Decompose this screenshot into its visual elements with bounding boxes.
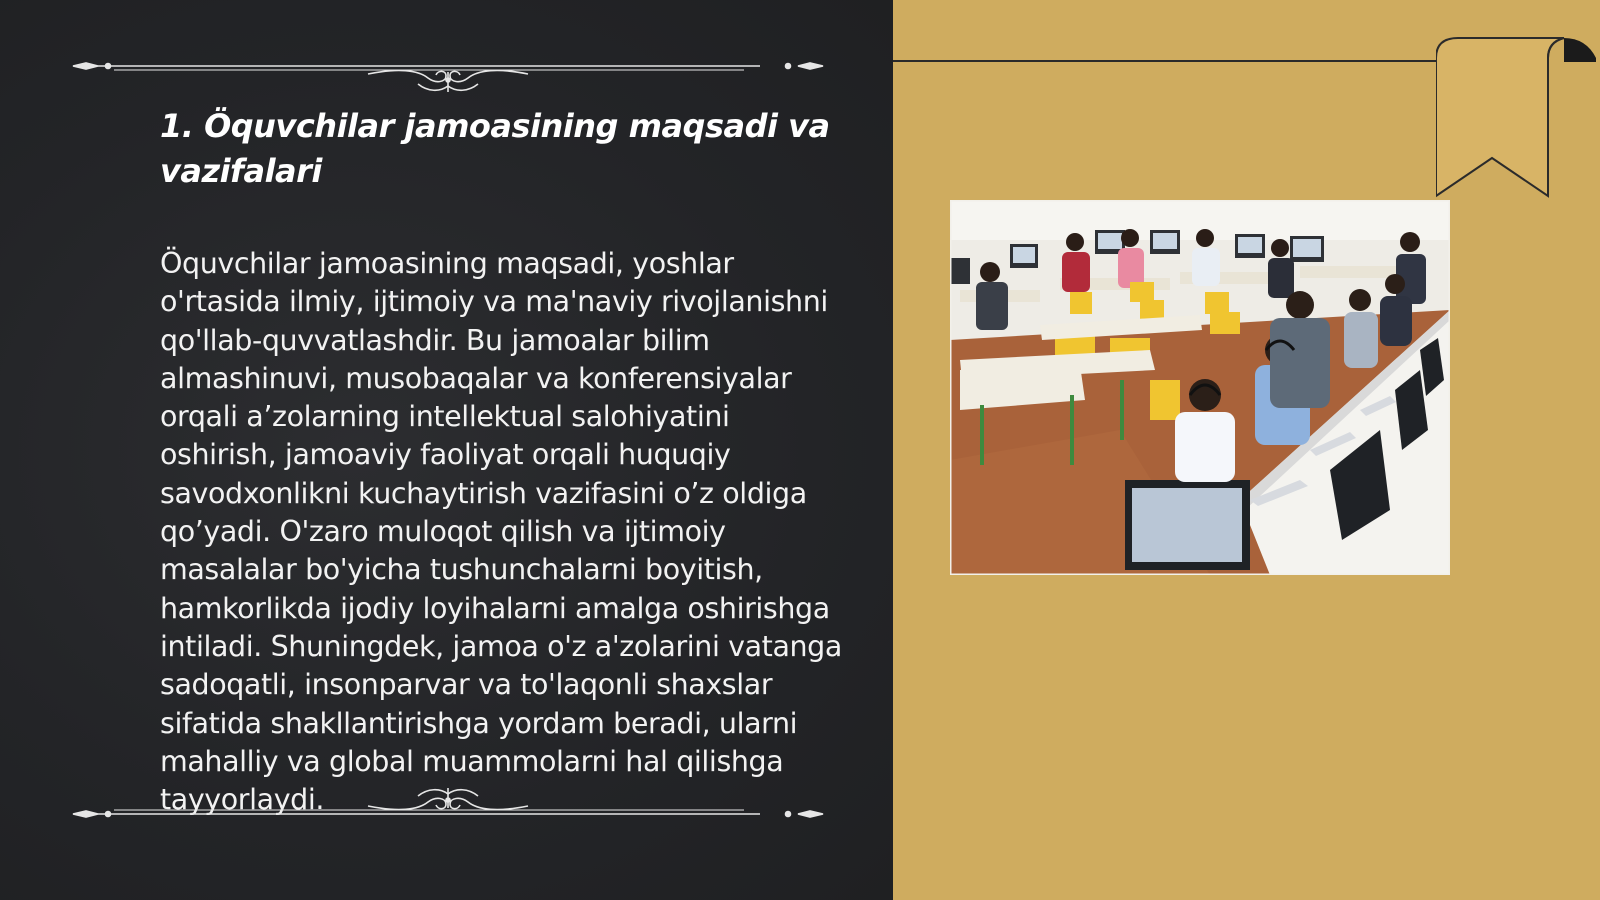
slide-body-text: Öquvchilar jamoasining maqsadi, yoshlar o'rtasida ilmiy, ijtimoiy va ma'naviy rivojlanishni qo'llab-quvvatlashdir. Bu jamoalar bilim almashinuvi, musobaqalar va konferensiyalar orqali a’zolarning intellektual salohiyatini oshirish, jamoaviy faoliyat orqali huquqiy savodxonlikni kuchaytirish vazifasini o’z oldiga qo’yadi. O'zaro muloqot qilish va ijtimoiy masalalar bo'yicha tushunchalarni boyitish, hamkorlikda ijodiy loyihalarni amalga oshirishga intiladi. Shuningdek, jamoa o'z a'zolarini vatanga sadoqatli, insonparvar va to'laqonli shaxslar sifatida shakllantirishga yordam beradi, ularni mahalliy va global muammolarni hal qilishga tayyorlaydi. bbox=[160, 247, 842, 817]
right-divider-line bbox=[893, 60, 1438, 62]
slide-title: 1. Öquvchilar jamoasining maqsadi va vazifalari bbox=[160, 107, 830, 190]
top-ornament-icon bbox=[68, 42, 828, 92]
bottom-ornament-icon bbox=[68, 786, 828, 836]
classroom-photo bbox=[950, 200, 1450, 575]
bookmark-ribbon-icon bbox=[1436, 36, 1600, 198]
